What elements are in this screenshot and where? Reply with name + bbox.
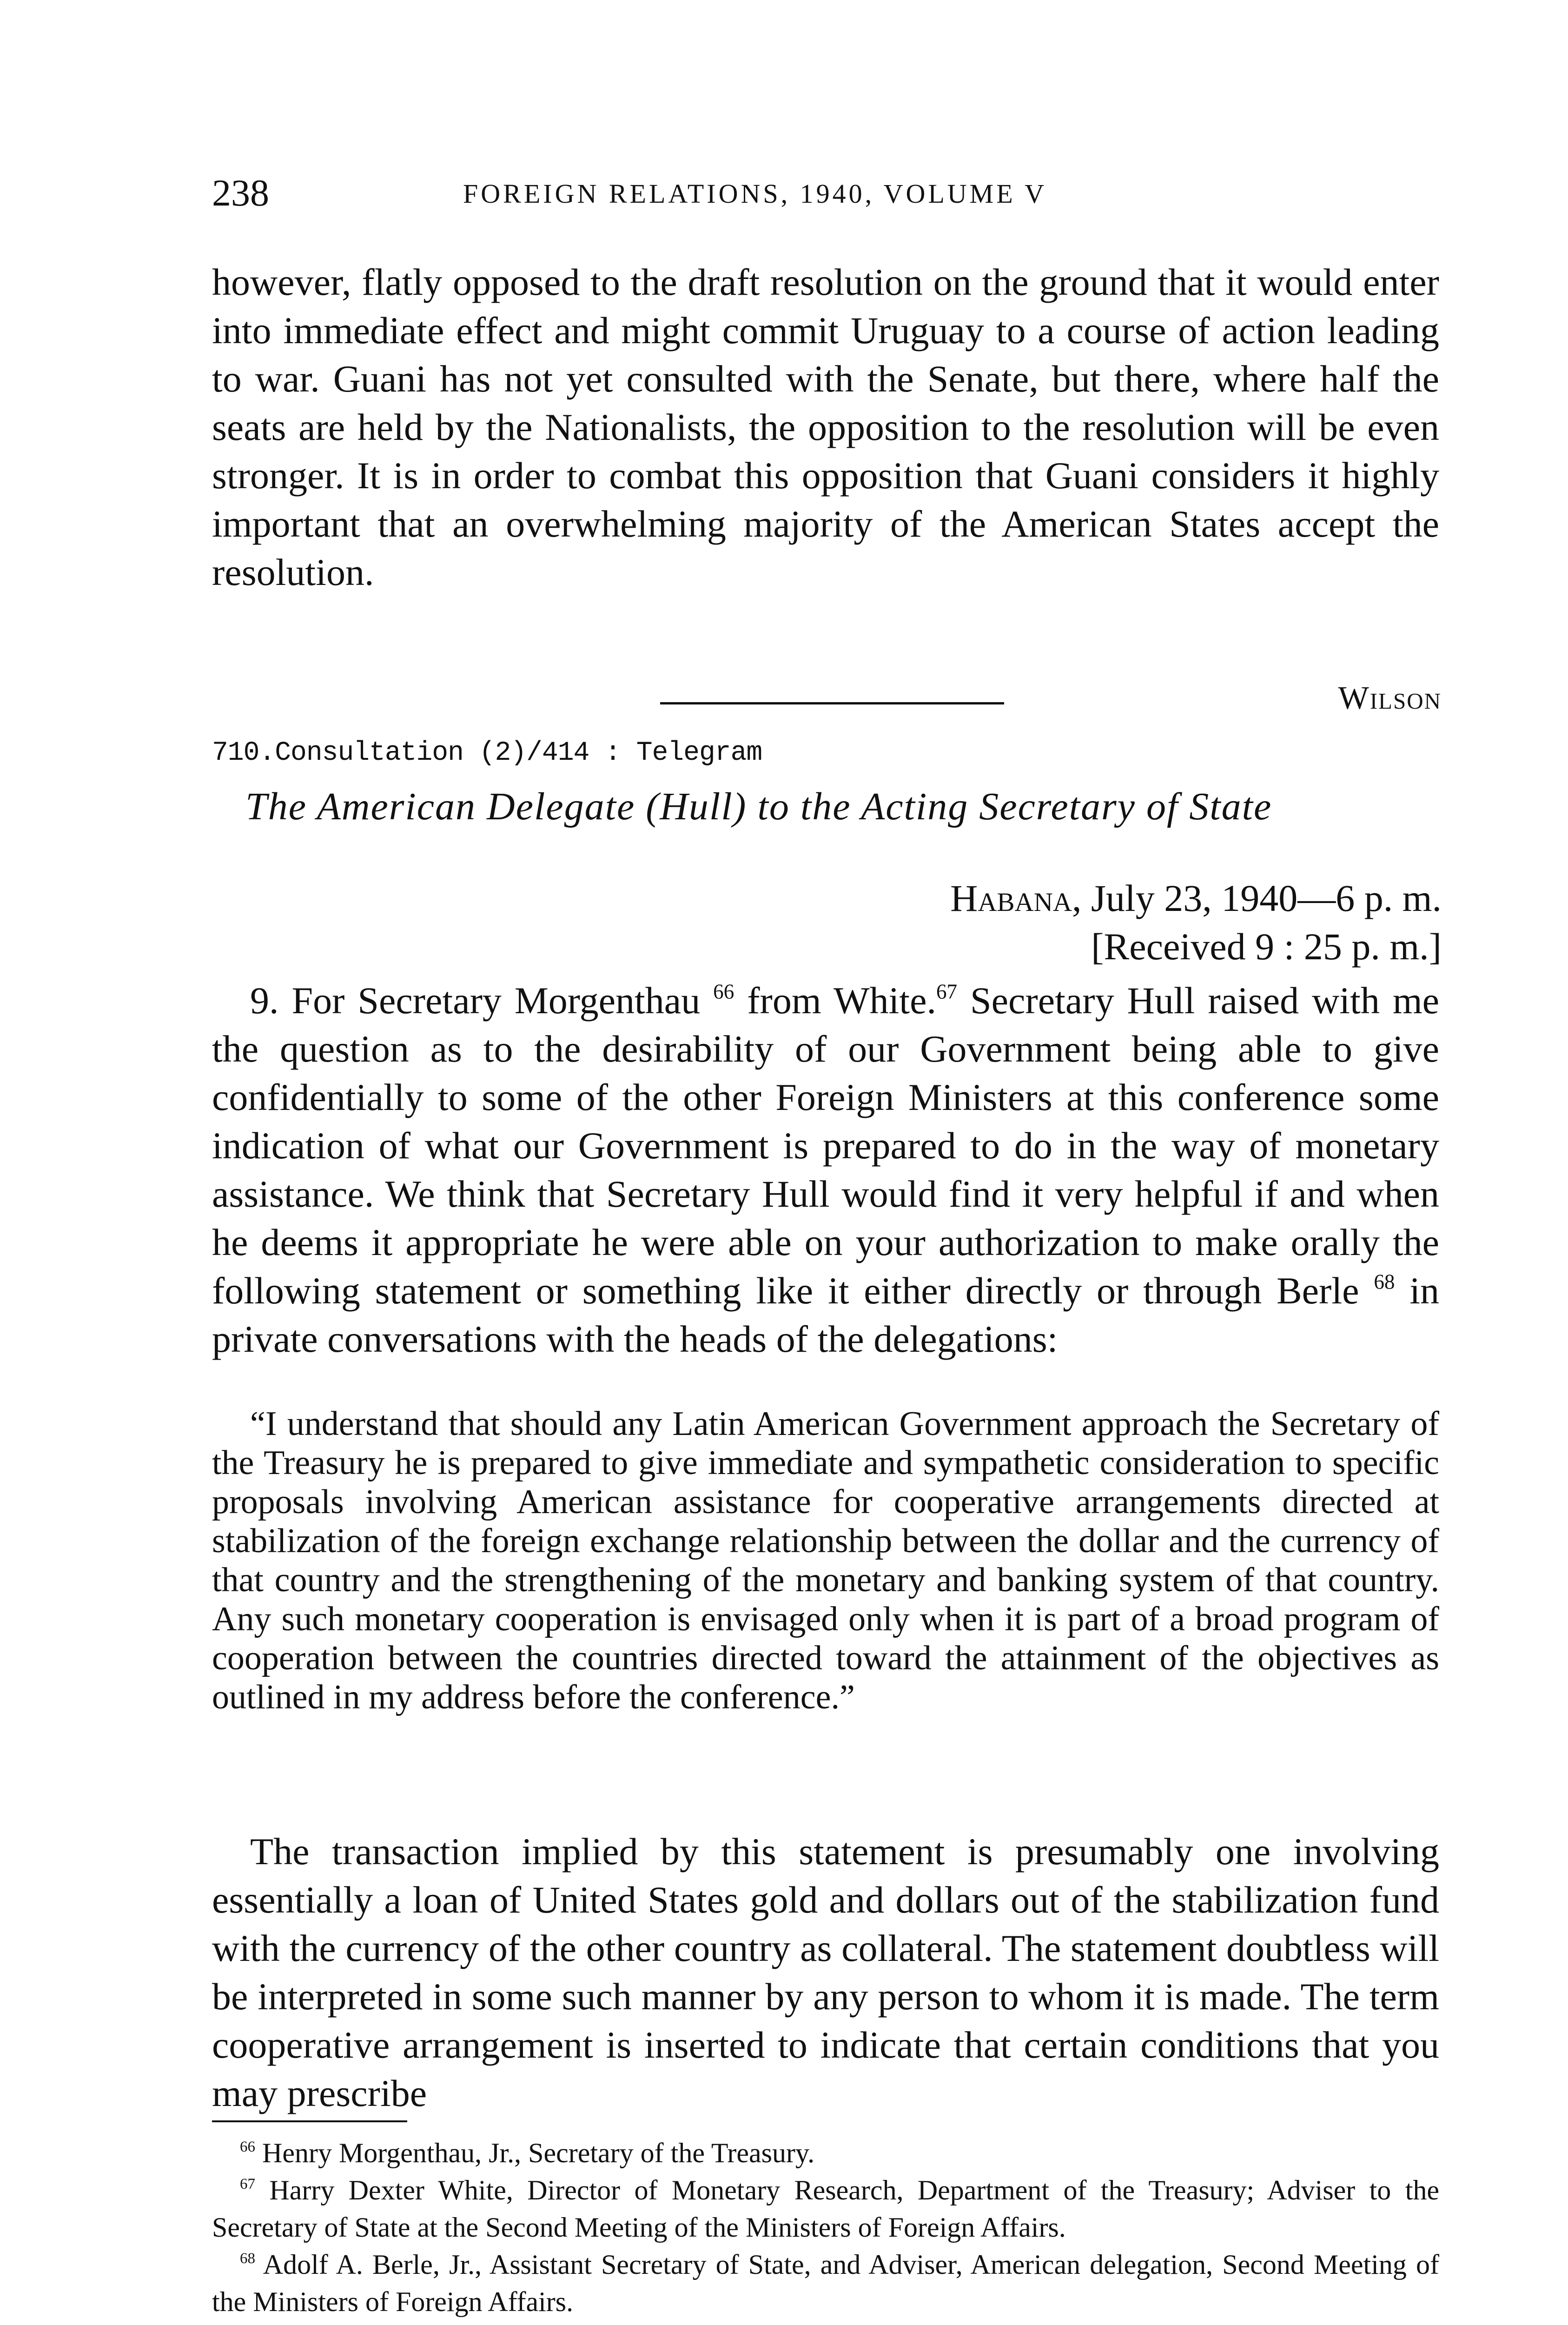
telegram-text-2: from White.	[734, 979, 936, 1022]
footnote-number: 68	[240, 2250, 255, 2267]
document-title: The American Delegate (Hull) to the Acting Secretary of State	[245, 785, 1272, 828]
file-reference: 710.Consultation (2)/414 : Telegram	[212, 738, 762, 768]
telegram-text-4: in private conversations with the heads of the delegations:	[212, 1269, 1439, 1360]
page-number: 238	[212, 172, 269, 214]
running-head-title: FOREIGN RELATIONS, 1940, VOLUME V	[463, 179, 1047, 209]
footnote-divider	[212, 2120, 407, 2122]
telegram-text-3: Secretary Hull raised with me the question as to the desirability of our Government being able to give confidentially to some of the other Foreign Ministers at this conference some indication of what our Government is prepared to do in the way of monetary assistance. We think that Secretary Hull would find it very helpful if and when he deems it appropriate he were able on your authorization to make orally the following statement or something like it either directly or through Berle	[212, 979, 1439, 1312]
signature: Wilson	[1338, 680, 1442, 716]
section-divider	[660, 702, 1004, 704]
footnote-text: Henry Morgenthau, Jr., Secretary of the Treasury.	[262, 2138, 815, 2168]
footnote-text: Harry Dexter White, Director of Monetary Research, Department of the Treasury; Adviser to the Secretary of State at the Second Meeting of the Ministers of Foreign Affairs.	[212, 2175, 1440, 2243]
dateline-date: July 23, 1940—6 p. m.	[1091, 877, 1442, 919]
telegram-text-1: 9. For Secretary Morgenthau	[250, 979, 701, 1022]
running-head	[212, 167, 1449, 219]
continuation-paragraph: however, flatly opposed to the draft resolution on the ground that it would enter into immediate effect and might commit Uruguay to a course of action leading to war. Guani has not yet consulted with the Senate, but there, where half the seats are held by the Nationalists, the opposition to the resolution will be even stronger. It is in order to combat this opposition that Guani considers it highly important that an overwhelming majority of the American States accept the resolution.	[212, 261, 1439, 593]
footnotes	[212, 2134, 1439, 2320]
footnote-66	[212, 2134, 1439, 2172]
footnote-ref-66[interactable]: 66	[713, 980, 734, 1003]
footnote-ref-68[interactable]: 68	[1374, 1270, 1395, 1294]
footnote-67	[212, 2172, 1439, 2246]
final-paragraph: The transaction implied by this statement is presumably one involving essentially a loan of United States gold and dollars out of the stabilization fund with the currency of the other country as collateral. The statement doubtless will be interpreted in some such manner by any person to whom it is made. The term cooperative arrangement is inserted to indicate that certain conditions that you may prescribe	[212, 1830, 1439, 2114]
telegram-paragraph	[212, 976, 1439, 1363]
received-line: [Received 9 : 25 p. m.]	[1091, 925, 1442, 968]
footnote-ref-67[interactable]: 67	[936, 980, 958, 1003]
dateline-place: Habana,	[950, 877, 1082, 919]
footnote-text: Adolf A. Berle, Jr., Assistant Secretary of State, and Adviser, American delegation, Second Meeting of the Ministers of Foreign Affairs.	[212, 2249, 1439, 2317]
footnote-68	[212, 2246, 1439, 2320]
dateline	[950, 874, 1442, 923]
footnote-number: 67	[240, 2175, 255, 2192]
quoted-statement: “I understand that should any Latin American Government approach the Secretary of the Treasury he is prepared to give immediate and sympathetic consideration to specific proposals involving American assistance for cooperative arrangements directed at stabilization of the foreign exchange relationship between the dollar and the currency of that country and the strengthening of the monetary and banking system of that country. Any such monetary cooperation is envisaged only when it is part of a broad program of cooperation between the countries directed toward the attainment of the objectives as outlined in my address before the conference.”	[212, 1405, 1439, 1716]
footnote-number: 66	[240, 2138, 255, 2155]
